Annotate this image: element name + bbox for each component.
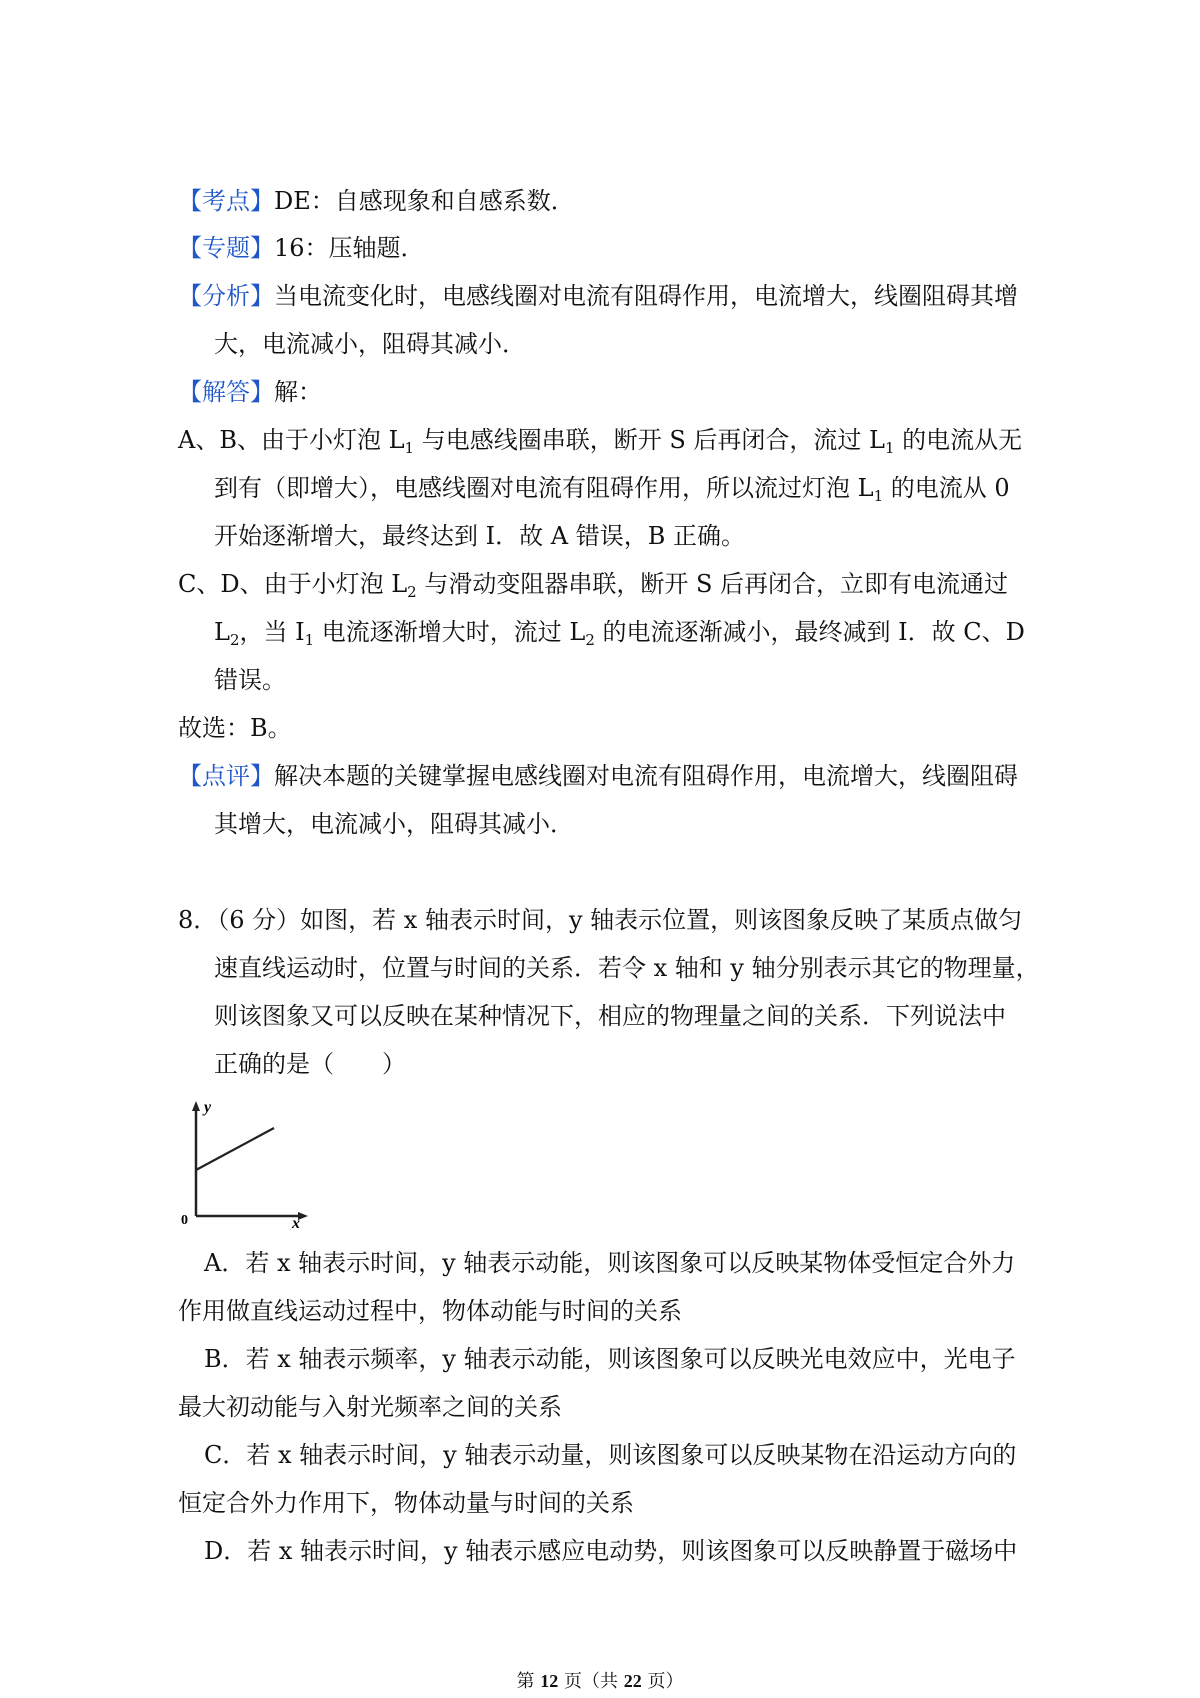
q8-text-1: 8．（6 分）如图，若 x 轴表示时间，y 轴表示位置，则该图象反映了某质点做匀 — [178, 906, 1023, 934]
answer-text: 故选：B。 — [178, 714, 292, 742]
cd-sub-4: 2 — [585, 631, 595, 649]
ab-line-1 — [178, 423, 1022, 457]
option-d-text-1: D．若 x 轴表示时间，y 轴表示感应电动势，则该图象可以反映静置于磁场中 — [204, 1537, 1018, 1565]
option-b-line-2 — [178, 1390, 562, 1424]
option-a-text-2: 作用做直线运动过程中，物体动能与时间的关系 — [178, 1297, 682, 1325]
ab-sub-1: 1 — [404, 439, 415, 457]
zhuanti-text: 16：压轴题． — [274, 234, 425, 262]
option-a-text-1: A．若 x 轴表示时间，y 轴表示动能，则该图象可以反映某物体受恒定合外力 — [204, 1249, 1016, 1277]
cd-text-3: 错误。 — [214, 666, 286, 694]
graph-line — [196, 1128, 274, 1170]
ab-text-3: 开始逐渐增大，最终达到 I．故 A 错误，B 正确。 — [214, 522, 745, 550]
ab-text-1a: A、B、由于小灯泡 L — [178, 426, 405, 454]
option-b-text-2: 最大初动能与入射光频率之间的关系 — [178, 1393, 562, 1421]
zhuanti-line — [178, 231, 425, 265]
cd-line-3 — [214, 663, 286, 697]
fenxi-text-1: 当电流变化时，电感线圈对电流有阻碍作用，电流增大，线圈阻碍其增 — [274, 282, 1018, 310]
jieda-line — [178, 375, 322, 409]
option-c-line-2 — [178, 1486, 634, 1520]
fenxi-text-2: 大，电流减小，阻碍其减小． — [214, 330, 526, 358]
option-c-text-2: 恒定合外力作用下，物体动量与时间的关系 — [178, 1489, 634, 1517]
q8-line-2 — [214, 951, 1040, 985]
option-b-text-1: B．若 x 轴表示频率，y 轴表示动能，则该图象可以反映光电效应中，光电子 — [204, 1345, 1016, 1373]
cd-text-2b: ，当 I — [239, 618, 305, 646]
q8-line-1 — [178, 903, 1022, 937]
fenxi-line-2 — [214, 327, 526, 361]
ab-line-2 — [214, 471, 1010, 505]
cd-line-1 — [178, 567, 1008, 601]
cd-sub-2: 2 — [229, 631, 240, 649]
zhuanti-tag: 【专题】 — [178, 234, 274, 262]
ab-text-1c: 的电流从无 — [894, 426, 1023, 454]
dianping-text-2: 其增大，电流减小，阻碍其减小． — [214, 810, 574, 838]
fenxi-tag: 【分析】 — [178, 282, 274, 310]
cd-sub-1: 2 — [407, 583, 417, 601]
x-axis-label: x — [292, 1215, 300, 1228]
cd-text-2a: L — [214, 618, 230, 646]
q8-line-4 — [214, 1047, 406, 1081]
cd-sub-3: 1 — [304, 631, 315, 649]
option-c-line-1 — [204, 1438, 1016, 1472]
jieda-text: 解： — [274, 378, 322, 406]
cd-text-1b: 与滑动变阻器串联，断开 S 后再闭合，立即有电流通过 — [416, 570, 1009, 598]
q8-text-2: 速直线运动时，位置与时间的关系．若令 x 轴和 y 轴分别表示其它的物理量， — [214, 954, 1040, 982]
option-b-line-1 — [204, 1342, 1016, 1376]
page-number: 12 — [540, 1671, 559, 1691]
jieda-tag: 【解答】 — [178, 378, 274, 406]
option-a-line-1 — [204, 1246, 1015, 1280]
footer-suffix: 页） — [641, 1671, 684, 1692]
kaodian-text: DE：自感现象和自感系数． — [274, 187, 575, 215]
origin-label: 0 — [181, 1213, 188, 1228]
y-axis-label: y — [204, 1099, 212, 1116]
footer-prefix: 第 — [516, 1671, 541, 1692]
footer-middle: 页（共 — [558, 1671, 624, 1692]
dianping-line-1 — [178, 759, 1018, 793]
q8-text-3: 则该图象又可以反映在某种情况下，相应的物理量之间的关系．下列说法中 — [214, 1002, 1006, 1030]
ab-sub-2: 1 — [885, 439, 895, 457]
ab-line-3 — [214, 519, 745, 553]
dianping-text-1: 解决本题的关键掌握电感线圈对电流有阻碍作用，电流增大，线圈阻碍 — [274, 762, 1018, 790]
answer-line — [178, 711, 292, 745]
q8-line-3 — [214, 999, 1006, 1033]
cd-text-2d: 的电流逐渐减小，最终减到 I．故 C、D — [594, 618, 1025, 646]
option-d-line-1 — [204, 1534, 1017, 1568]
cd-text-2c: 电流逐渐增大时，流过 L — [314, 618, 586, 646]
dianping-line-2 — [214, 807, 574, 841]
y-axis-arrow — [192, 1101, 200, 1111]
kaodian-line — [178, 184, 575, 218]
option-a-line-2 — [178, 1294, 682, 1328]
ab-sub-3: 1 — [873, 487, 884, 505]
page-total: 22 — [623, 1671, 642, 1691]
q8-text-4: 正确的是（ ） — [214, 1050, 406, 1078]
cd-text-1a: C、D、由于小灯泡 L — [178, 570, 408, 598]
option-c-text-1: C．若 x 轴表示时间，y 轴表示动量，则该图象可以反映某物在沿运动方向的 — [204, 1441, 1017, 1469]
q8-graph-figure — [178, 1098, 318, 1228]
kaodian-tag: 【考点】 — [178, 187, 274, 215]
ab-text-2b: 的电流从 0 — [883, 474, 1010, 502]
ab-text-2a: 到有（即增大），电感线圈对电流有阻碍作用，所以流过灯泡 L — [214, 474, 874, 502]
cd-line-2 — [214, 615, 1025, 649]
fenxi-line-1 — [178, 279, 1018, 313]
ab-text-1b: 与电感线圈串联，断开 S 后再闭合，流过 L — [414, 426, 885, 454]
page-footer — [0, 1669, 1200, 1694]
dianping-tag: 【点评】 — [178, 762, 274, 790]
